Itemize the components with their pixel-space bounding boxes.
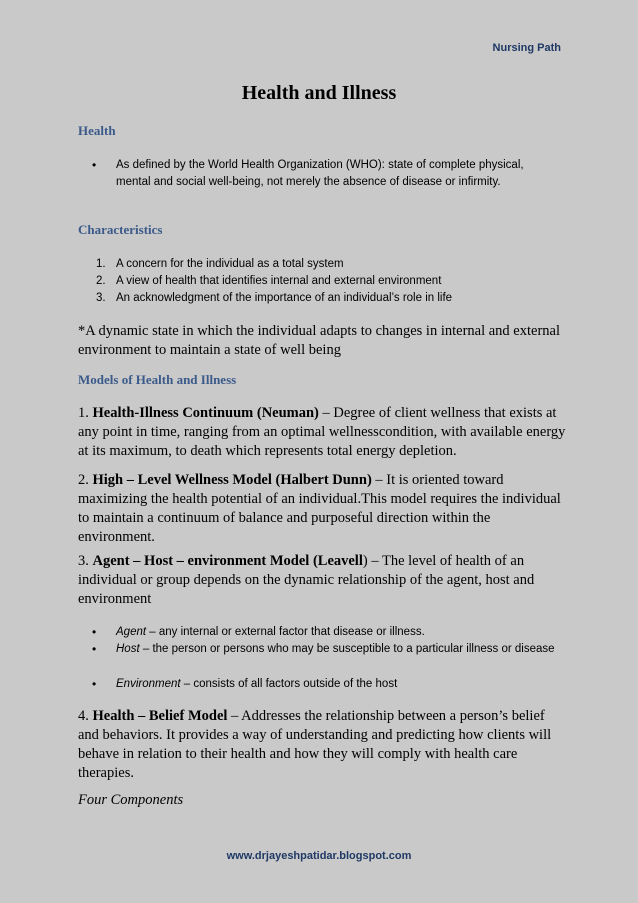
- model-name: Agent – Host – environment Model (Leavell: [92, 553, 363, 569]
- bullet-term: Environment: [116, 678, 181, 690]
- model-number: 3.: [78, 553, 93, 569]
- bullet-icon: •: [92, 677, 97, 691]
- model-description: – The level of health of an individual or group depends on the dynamic relationship of the agent, host and environment: [78, 553, 535, 607]
- characteristic-text: A view of health that identifies internal and external environment: [116, 275, 442, 287]
- model-1-paragraph: [78, 404, 568, 461]
- footer-url[interactable]: www.drjayeshpatidar.blogspot.com: [226, 850, 412, 862]
- bullet-text: – the person or persons who may be susceptible to a particular illness or disease: [139, 643, 555, 655]
- bullet-icon: •: [92, 642, 97, 656]
- model-number: 2.: [78, 472, 93, 488]
- model-name-close: ): [362, 553, 368, 569]
- list-item: [78, 641, 568, 675]
- dynamic-state-paragraph: *A dynamic state in which the individual adapts to changes in internal and external environment to maintain a state of well being: [78, 323, 560, 358]
- page-title: Health and Illness: [241, 82, 397, 104]
- four-components-label: Four Components: [78, 792, 184, 808]
- model-2-paragraph: [78, 471, 568, 547]
- section-heading-characteristics: Characteristics: [78, 222, 163, 237]
- bullet-icon: •: [92, 158, 97, 172]
- header-brand: Nursing Path: [492, 42, 561, 54]
- list-item: [78, 157, 568, 209]
- model-name: Health-Illness Continuum (Neuman): [92, 405, 319, 421]
- model-description: – It is oriented toward maximizing the health potential of an individual.This model requires the individual to maintain a continuum of balance and purposeful direction within the environment.: [78, 472, 561, 545]
- bullet-term: Host: [116, 643, 140, 655]
- list-item: [78, 256, 568, 273]
- bullet-icon: •: [92, 625, 97, 639]
- model-3-paragraph: [78, 552, 568, 609]
- bullet-term: Agent: [116, 626, 147, 638]
- section-heading-models: Models of Health and Illness: [78, 372, 237, 387]
- bullet-text: – consists of all factors outside of the host: [180, 678, 398, 690]
- list-item: [78, 676, 568, 693]
- model-number: 4.: [78, 708, 93, 724]
- model-4-paragraph: [78, 707, 568, 783]
- section-heading-health: Health: [78, 123, 116, 138]
- list-item: [78, 290, 568, 307]
- model-name: Health – Belief Model: [92, 708, 228, 724]
- characteristic-text: A concern for the individual as a total system: [116, 258, 344, 270]
- list-number: 1.: [96, 258, 106, 270]
- list-item: [78, 624, 568, 641]
- list-item: [78, 273, 568, 290]
- list-number: 2.: [96, 275, 106, 287]
- list-number: 3.: [96, 292, 106, 304]
- characteristic-text: An acknowledgment of the importance of an individual’s role in life: [116, 292, 453, 304]
- bullet-text: – any internal or external factor that disease or illness.: [146, 626, 425, 638]
- model-description: – Addresses the relationship between a person’s belief and behaviors. It provides a way of understanding and predicting how clients will behave in relation to their health and how they will comply with health care therapies.: [78, 708, 552, 781]
- health-definition: As defined by the World Health Organization (WHO): state of complete physical, mental and social well-being, not merely the absence of disease or infirmity.: [116, 159, 524, 188]
- model-description: – Degree of client wellness that exists at any point in time, ranging from an optimal wellnesscondition, with available energy at its maximum, to death which represents total energy depletion.: [78, 405, 566, 459]
- model-name: High – Level Wellness Model (Halbert Dunn): [92, 472, 372, 488]
- model-number: 1.: [78, 405, 93, 421]
